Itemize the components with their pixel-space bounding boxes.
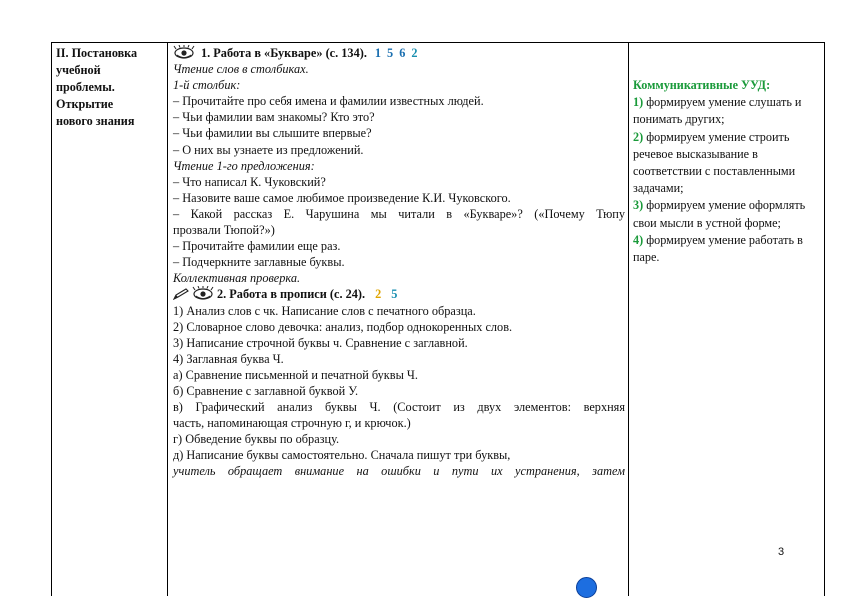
task1-line: – Что написал К. Чуковский? xyxy=(173,174,326,189)
task2-line: г) Обведение буквы по образцу. xyxy=(173,432,340,447)
task2-line: д) Написание буквы самостоятельно. Сначала пишут три буквы, xyxy=(173,448,511,463)
page-number: 3 xyxy=(778,546,785,558)
task2-heading xyxy=(173,286,625,302)
task-number: 1 xyxy=(374,46,382,60)
column-divider xyxy=(628,43,629,596)
stage-line: Открытие xyxy=(56,97,114,111)
uud-item-text: формируем умение оформлять свои мысли в устной форме; xyxy=(633,198,806,230)
uud-item-number: 1) xyxy=(633,95,644,110)
task1-line: – Какой рассказ Е. Чарушина мы читали в «Букваре»? («Почему Тюпу xyxy=(173,206,625,221)
stage-line: учебной xyxy=(56,63,101,77)
task-number: 6 xyxy=(399,46,406,60)
task1-line: – Чьи фамилии вам знакомы? Кто это? xyxy=(173,110,375,125)
task1-line: – Подчеркните заглавные буквы. xyxy=(173,255,345,270)
task1-title: 1. Работа в «Букваре» (с. 134). xyxy=(201,46,367,60)
task1-line: прозвали Тюпой?») xyxy=(173,223,275,238)
uud-cell xyxy=(633,77,821,266)
task-number: 2 xyxy=(411,46,418,60)
task2-numbers xyxy=(365,287,397,301)
task-number: 5 xyxy=(387,46,394,60)
task2-title: 2. Работа в прописи (с. 24). xyxy=(217,287,366,302)
lesson-table xyxy=(51,42,825,596)
task2-line: 2) Словарное слово девочка: анализ, подбор однокоренных слов. xyxy=(173,319,513,334)
uud-item xyxy=(633,197,821,231)
task1-line: – Назовите ваше самое любимое произведение К.И. Чуковского. xyxy=(173,190,511,205)
task1-body xyxy=(173,61,625,286)
uud-item xyxy=(633,129,821,198)
task2-line: учитель обращает внимание на ошибки и пути их устранения, затем xyxy=(173,464,625,479)
task1-line: – Прочитайте фамилии еще раз. xyxy=(173,239,341,254)
uud-item-text: формируем умение работать в паре. xyxy=(633,232,803,265)
task2-line: 3) Написание строчной буквы ч. Сравнение с заглавной. xyxy=(173,335,468,350)
task2-line: часть, напоминающая строчную г, и крючок.) xyxy=(173,416,411,431)
uud-item-number: 3) xyxy=(633,198,644,213)
task1-line: – О них вы узнаете из предложений. xyxy=(173,142,364,157)
stage-line: II. Постановка xyxy=(56,46,138,60)
task2-line: 4) Заглавная буква Ч. xyxy=(173,351,284,366)
task2-line: 1) Анализ слов с чк. Написание слов с печатного образца. xyxy=(173,303,476,318)
task2-body xyxy=(173,303,625,480)
column-divider xyxy=(167,43,168,596)
task1-line: – Прочитайте про себя имена и фамилии известных людей. xyxy=(173,94,484,109)
task1-line: Чтение слов в столбиках. xyxy=(173,62,309,77)
stage-line: проблемы. xyxy=(56,80,115,94)
eye-reading-icon xyxy=(192,286,214,304)
task1-heading xyxy=(173,45,625,61)
task2-line: б) Сравнение с заглавной буквой У. xyxy=(173,383,359,398)
task1-line: 1-й столбик: xyxy=(173,78,241,93)
stage-line: нового знания xyxy=(56,114,135,128)
task-number: 2 xyxy=(375,287,382,302)
uud-item-text: формируем умение строить речевое высказывание в соответствии с поставленными задачами; xyxy=(633,129,796,196)
task-number: 5 xyxy=(391,287,398,302)
task1-numbers xyxy=(367,46,418,60)
uud-item-number: 2) xyxy=(633,129,644,144)
uud-item-text: формируем умение слушать и понимать других; xyxy=(633,95,802,127)
task2-line: а) Сравнение письменной и печатной буквы Ч. xyxy=(173,367,418,382)
content-cell xyxy=(173,45,625,480)
uud-title: Коммуникативные УУД: xyxy=(633,78,771,92)
task1-line: Чтение 1-го предложения: xyxy=(173,158,315,173)
task1-line: – Чьи фамилии вы слышите впервые? xyxy=(173,126,372,141)
uud-item xyxy=(633,232,821,266)
stage-cell xyxy=(56,45,166,130)
task1-line: Коллективная проверка. xyxy=(173,271,301,286)
uud-item xyxy=(633,94,821,128)
uud-item-number: 4) xyxy=(633,232,644,247)
task2-line: в) Графический анализ буквы Ч. (Состоит из двух элементов: верхняя xyxy=(173,400,625,415)
